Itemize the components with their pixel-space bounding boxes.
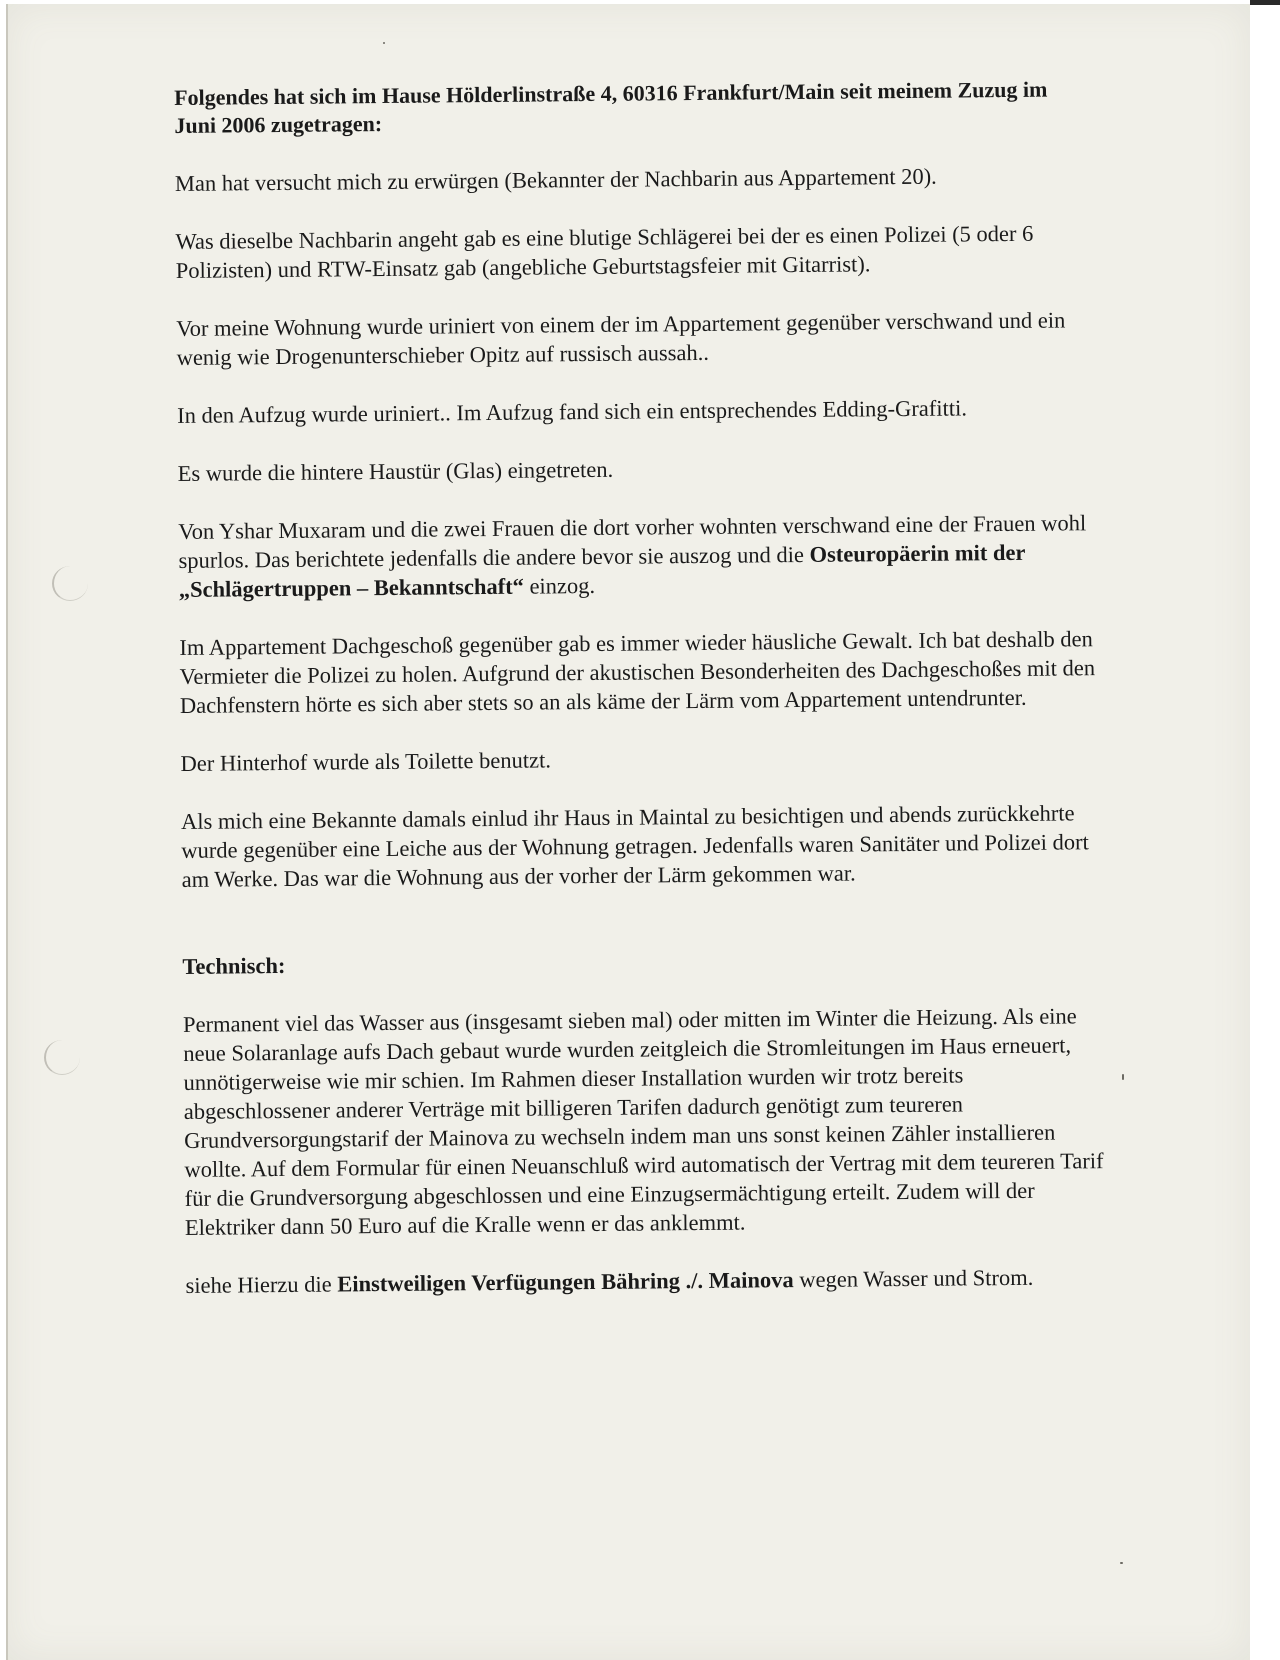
paragraph-corpse: Als mich eine Bekannte damals einlud ihr Haus in Maintal zu besichtigen und abends zurückkehrte wurde gegenüber eine Leiche aus der Wohnung getragen. Jedenfalls waren Sanitäter und Polizei dort am Werke. Das war die Wohnung aus der vorher der Lärm gekommen war. xyxy=(180,800,1089,892)
paragraph-disappearance-end: einzog. xyxy=(529,572,596,599)
paper-edge xyxy=(6,4,8,1660)
paragraph-domestic-violence: Im Appartement Dachgeschoß gegenüber gab es immer wieder häusliche Gewalt. Ich bat deshalb den Vermieter die Polizei zu holen. Aufgrund der akustischen Besonderheiten des Dachgeschoßes mit den Dachfenstern hörte es sich aber stets so an als käme der Lärm vom Appartement untendrunter. xyxy=(179,626,1096,718)
punch-hole-mark xyxy=(52,566,88,601)
letter-body xyxy=(174,75,1106,1329)
paragraph-disappearance xyxy=(178,508,1099,604)
paragraph-reference-text: siehe Hierzu die xyxy=(185,1271,332,1298)
paragraph-elevator: In den Aufzug wurde uriniert.. Im Aufzug fand sich ein entsprechendes Edding-Grafitti. xyxy=(177,395,968,428)
paragraph-reference xyxy=(185,1262,1105,1300)
paragraph-reference-end: wegen Wasser und Strom. xyxy=(799,1264,1034,1293)
paragraph-back-door: Es wurde die hintere Haustür (Glas) eingetreten. xyxy=(177,456,614,486)
paragraph-disappearance-text: Von Yshar Muxaram und die zwei Frauen die dort vorher wohnten verschwand eine der Frauen wohl spurlos. Das berichtete jedenfalls die andere bevor sie auszog und die xyxy=(178,510,1087,573)
paragraph-brawl: Was dieselbe Nachbarin angeht gab es eine blutige Schlägerei bei der es einen Polizei (5 oder 6 Polizisten) und RTW-Einsatz gab (angebliche Geburtstagsfeier mit Gitarrist). xyxy=(175,220,1034,283)
document-heading: Folgendes hat sich im Hause Hölderlinstraße 4, 60316 Frankfurt/Main seit meinem Zuzug im Juni 2006 zugetragen: xyxy=(174,76,1048,138)
paragraph-strangling: Man hat versucht mich zu erwürgen (Bekannter der Nachbarin aus Appartement 20). xyxy=(174,163,937,196)
paragraph-urination-door: Vor meine Wohnung wurde uriniert von einem der im Appartement gegenüber verschwand und ein wenig wie Drogenunterschieber Opitz auf russisch aussah.. xyxy=(176,307,1066,370)
paragraph-backyard: Der Hinterhof wurde als Toilette benutzt. xyxy=(180,747,552,776)
scan-speck xyxy=(1120,1562,1123,1564)
scanner-edge-mark xyxy=(1250,0,1280,5)
paragraph-technical: Permanent viel das Wasser aus (insgesamt sieben mal) oder mitten im Winter die Heizung. Als eine neue Solaranlage aufs Dach gebaut wurde wurden zeitgleich die Stromleitungen im Haus erneuert, unnötigerweise wie mir schien. Im Rahmen dieser Installation wurden wir trotz bereits abgeschlossener anderer Verträge mit billigeren Tarifen dadurch genötigt zum teureren Grundversorgungstarif der Mainova zu wechseln indem man uns sonst keinen Zähler installieren wollte. Auf dem Formular für einen Neuanschluß wird automatisch der Vertrag mit dem teureren Tarif für die Grundversorgung abgeschlossen und eine Einzugsermächtigung erteilt. Zudem will der Elektriker dann 50 Euro auf die Kralle wenn er das anklemmt. xyxy=(182,1003,1104,1240)
paragraph-reference-bold: Einstweiligen Verfügungen Bähring ./. Mainova xyxy=(337,1267,794,1297)
paragraph-disappearance-bold: Osteuropäerin mit der „Schlägertruppen – Bekanntschaft“ xyxy=(178,539,1026,602)
section-title-technical: Technisch: xyxy=(182,952,286,979)
punch-hole-mark xyxy=(44,1040,80,1075)
scan-speck xyxy=(1122,1074,1124,1080)
scan-speck xyxy=(383,42,385,44)
